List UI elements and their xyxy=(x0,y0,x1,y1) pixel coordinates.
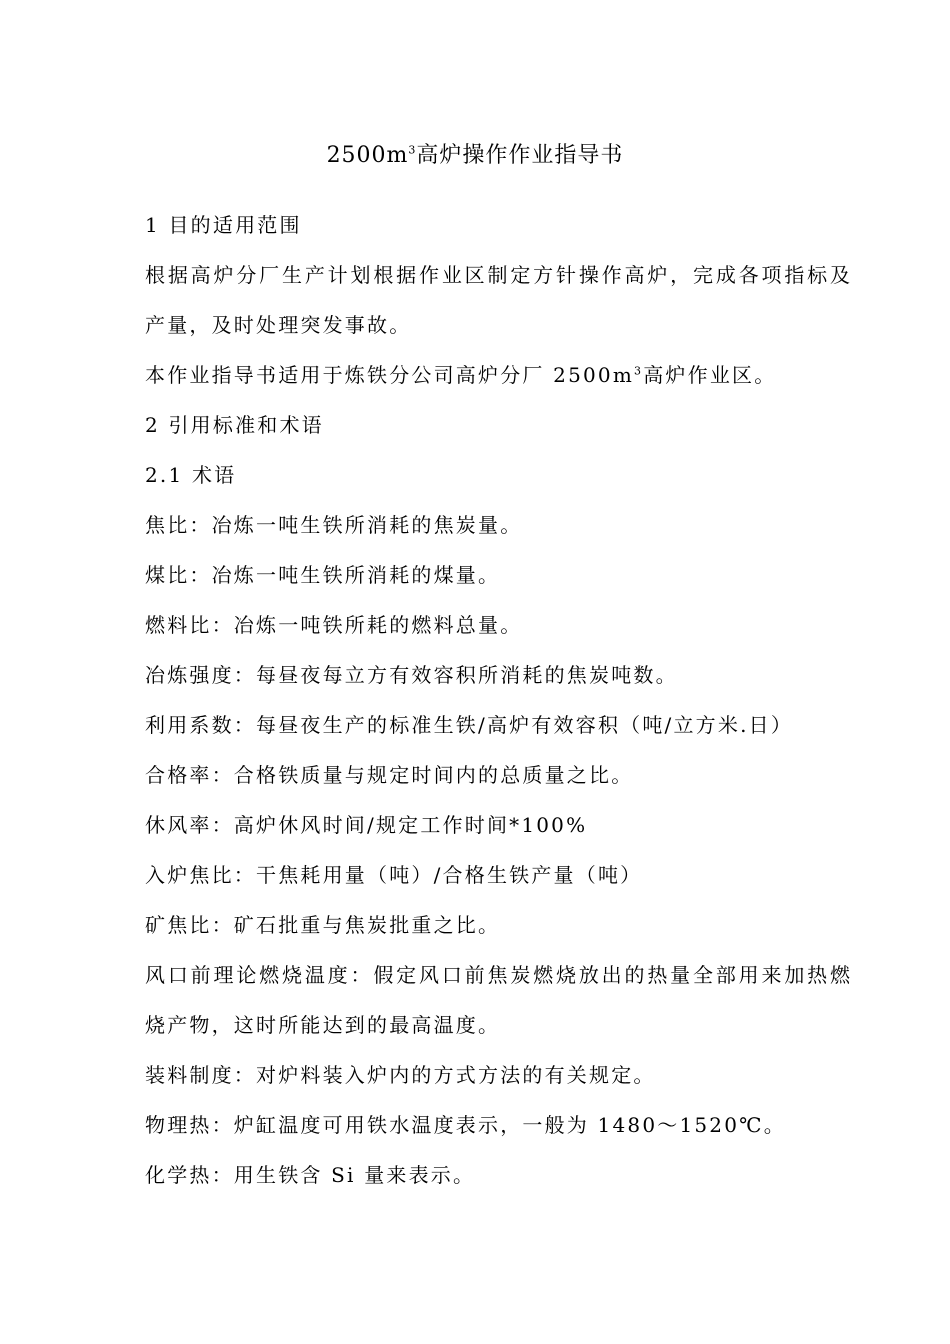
paragraph-line xyxy=(145,350,850,400)
title-superscript: 3 xyxy=(408,143,417,157)
term-definition: 矿焦比：矿石批重与焦炭批重之比。 xyxy=(145,913,501,937)
term-definition: 化学热：用生铁含 Si 量来表示。 xyxy=(145,1163,476,1187)
title-prefix: 2500m xyxy=(326,143,409,168)
term-definition: 燃料比：冶炼一吨铁所耗的燃料总量。 xyxy=(145,613,523,637)
term-definition: 合格率：合格铁质量与规定时间内的总质量之比。 xyxy=(145,763,634,787)
term-definition: 风口前理论燃烧温度：假定风口前焦炭燃烧放出的热量全部用来加热燃 xyxy=(145,963,850,987)
scope-text-suffix: 高炉作业区。 xyxy=(643,363,777,387)
document-title xyxy=(0,138,950,169)
term-definition: 焦比：冶炼一吨生铁所消耗的焦炭量。 xyxy=(145,513,523,537)
section-heading-standards: 2 引用标准和术语 xyxy=(145,413,324,437)
term-definition-continued: 烧产物，这时所能达到的最高温度。 xyxy=(145,1013,501,1037)
section-heading-scope: 1 目的适用范围 xyxy=(145,213,302,237)
term-definition: 利用系数：每昼夜生产的标准生铁/高炉有效容积（吨/立方米.日） xyxy=(145,713,794,737)
term-definition: 装料制度：对炉料装入炉内的方式方法的有关规定。 xyxy=(145,1063,656,1087)
scope-superscript: 3 xyxy=(634,364,644,378)
title-suffix: 高炉操作作业指导书 xyxy=(416,143,624,168)
scope-text-prefix: 本作业指导书适用于炼铁分公司高炉分厂 2500m xyxy=(145,363,635,387)
term-definition: 入炉焦比：干焦耗用量（吨）/合格生铁产量（吨） xyxy=(145,863,643,887)
paragraph-line: 根据高炉分厂生产计划根据作业区制定方针操作高炉，完成各项指标及 xyxy=(145,263,850,287)
document-body xyxy=(145,200,850,1200)
subsection-heading-terms: 2.1 术语 xyxy=(145,463,237,487)
paragraph-line: 产量，及时处理突发事故。 xyxy=(145,313,412,337)
term-definition: 煤比：冶炼一吨生铁所消耗的煤量。 xyxy=(145,563,501,587)
term-definition: 休风率：高炉休风时间/规定工作时间*100% xyxy=(145,813,588,837)
term-definition: 物理热：炉缸温度可用铁水温度表示，一般为 1480～1520℃。 xyxy=(145,1113,786,1137)
term-definition: 冶炼强度：每昼夜每立方有效容积所消耗的焦炭吨数。 xyxy=(145,663,678,687)
